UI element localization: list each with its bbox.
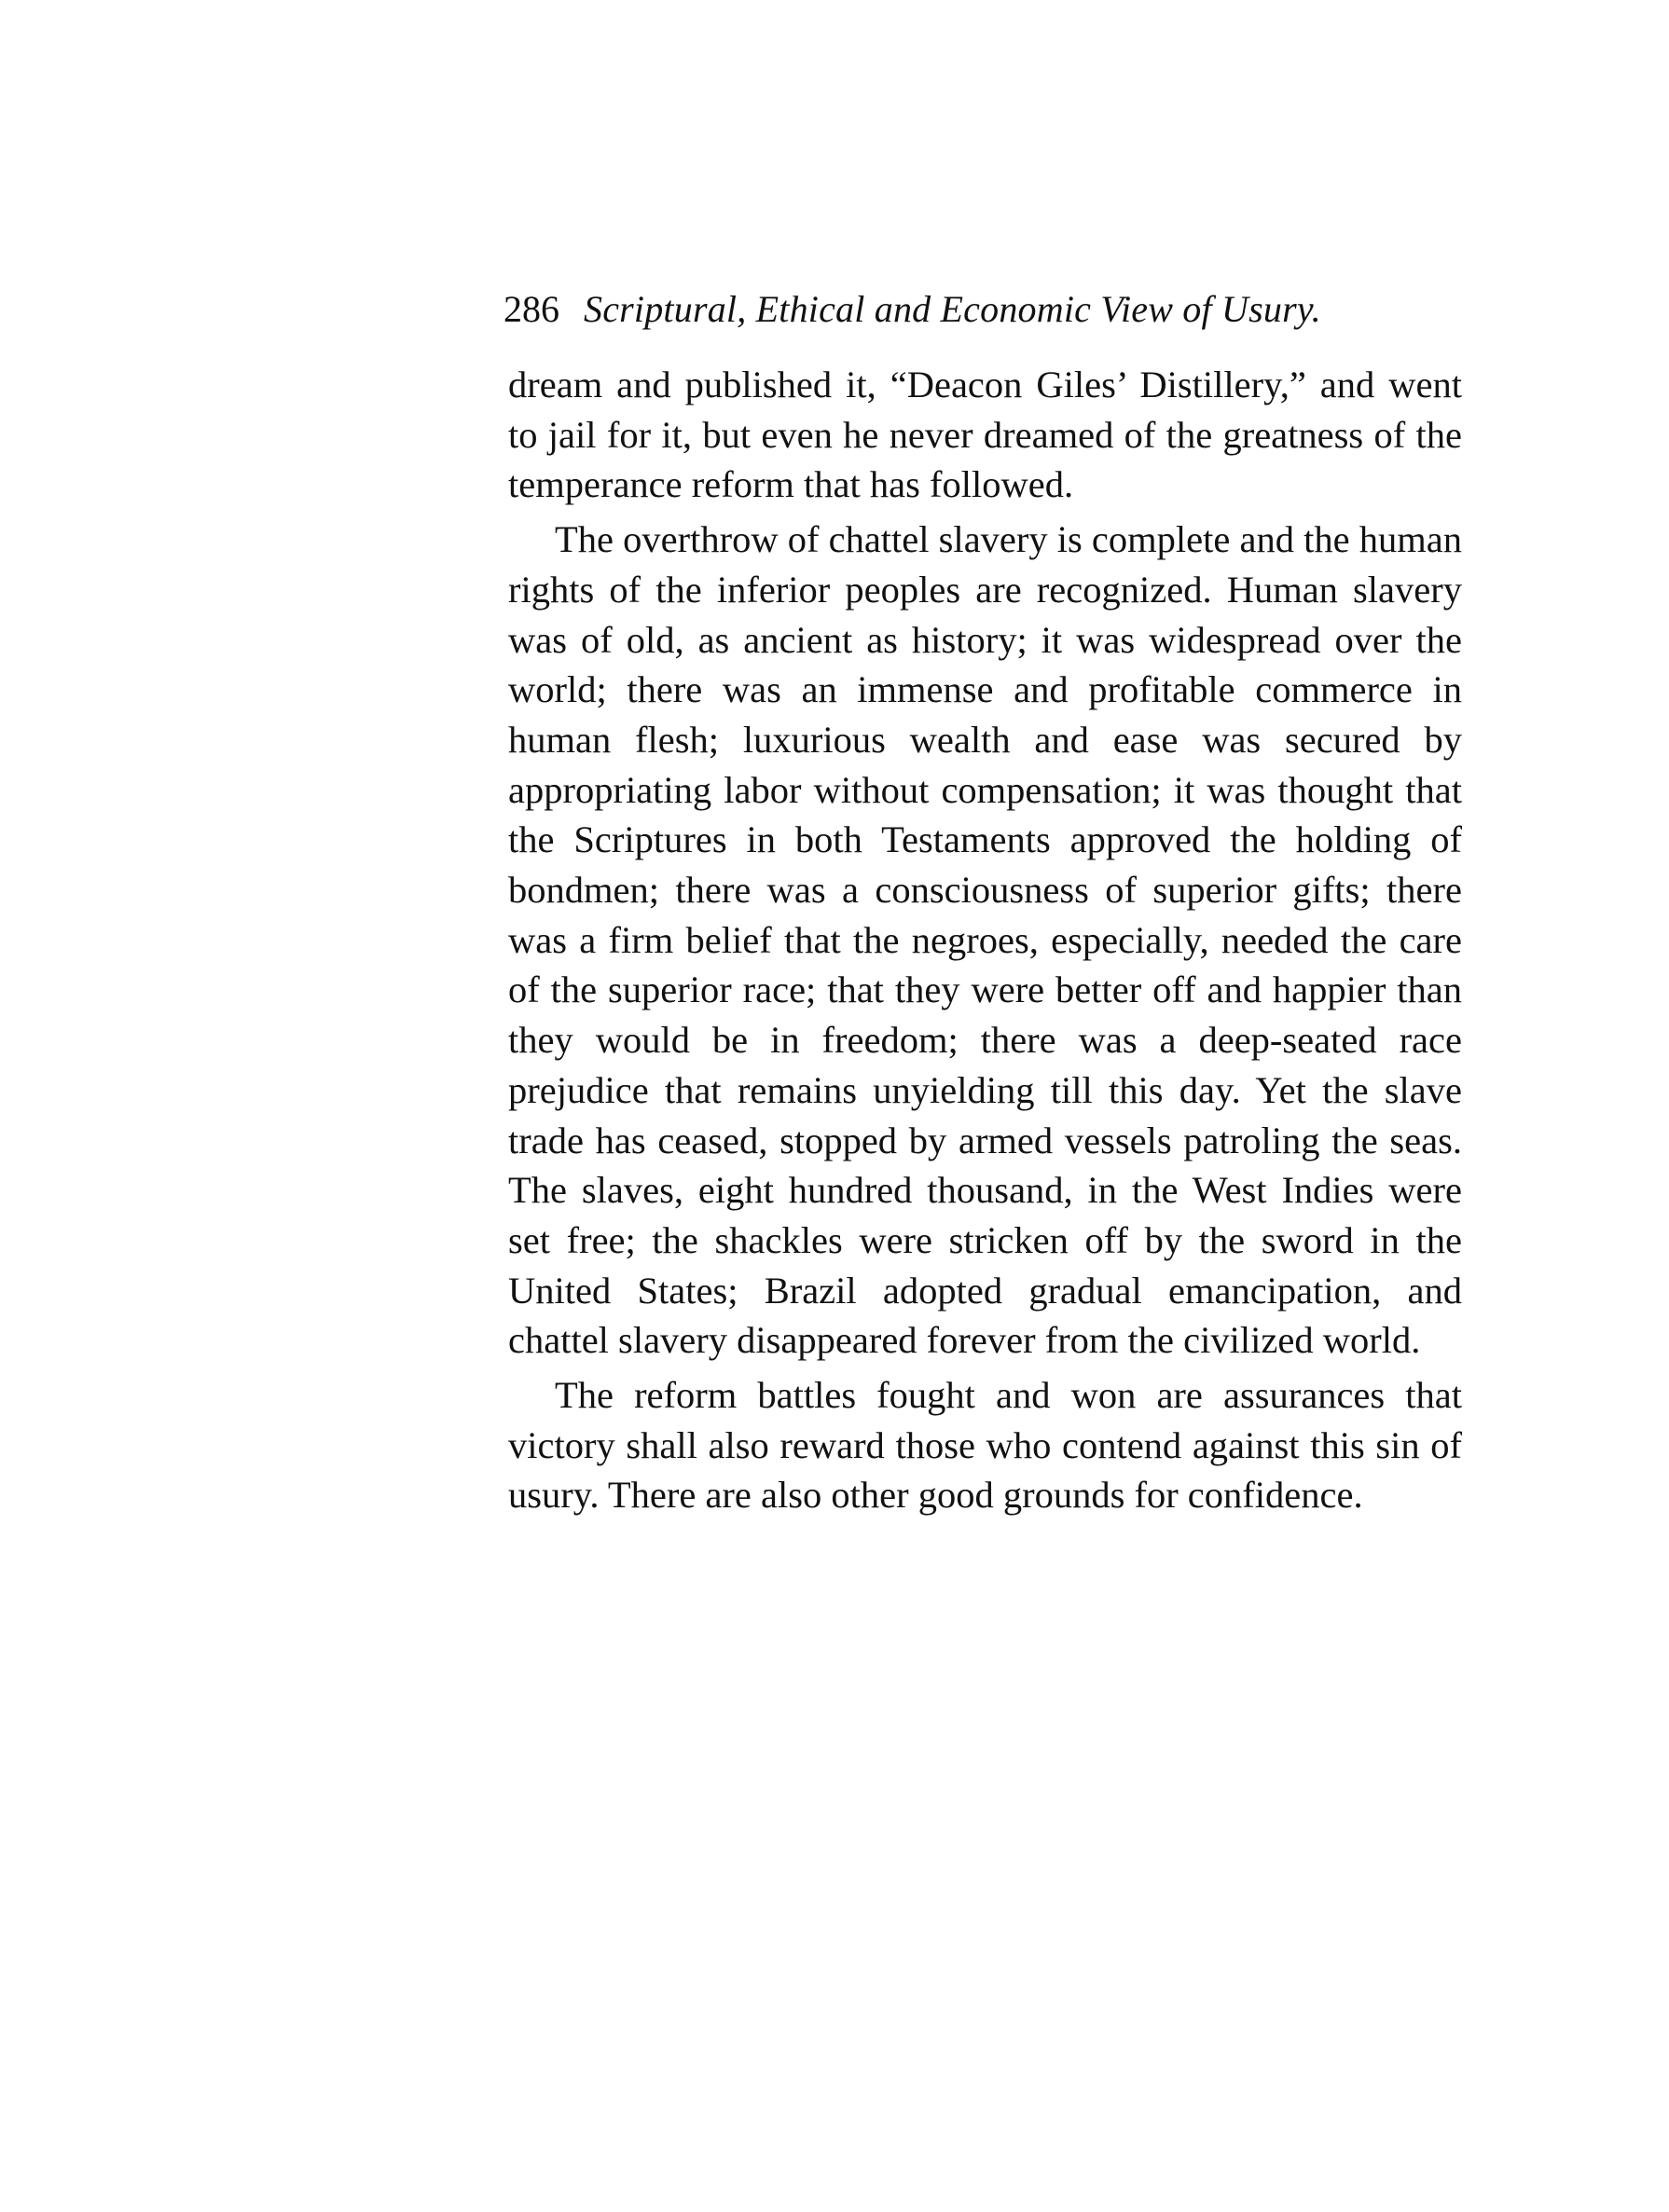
paragraph-continuation: dream and published it, “Deacon Giles’ Distillery,” and went to jail for it, but even he never dreamed of the greatness of the temperance reform that has followed. [508,364,1462,506]
page-number: 286 [503,288,559,330]
body-text [508,360,1462,1520]
paragraph-reform-battles: The reform battles fought and won are assurances that victory shall also reward those who contend against this sin of usury. There are also other good grounds for confidence. [508,1374,1462,1517]
running-title: Scriptural, Ethical and Economic View of Usury. [584,288,1321,330]
paragraph-slavery: The overthrow of chattel slavery is complete and the human rights of the inferior peoples are recognized. Human slavery was of old, as ancient as history; it was widespread over the world; there was an immense and profitable commerce in human flesh; luxurious wealth and ease was secured by appropriating labor without compensation; it was thought that the Scriptures in both Testaments approved the holding of bondmen; there was a consciousness of superior gifts; there was a firm belief that the negroes, especially, needed the care of the superior race; that they were better off and happier than they would be in freedom; there was a deep-seated race prejudice that remains unyielding till this day. Yet the slave trade has ceased, stopped by armed vessels patroling the seas. The slaves, eight hundred thousand, in the West Indies were set free; the shackles were stricken off by the sword in the United States; Brazil adopted gradual emancipation, and chattel slavery disappeared forever from the civilized world. [508,518,1462,1362]
running-head [503,282,1464,337]
